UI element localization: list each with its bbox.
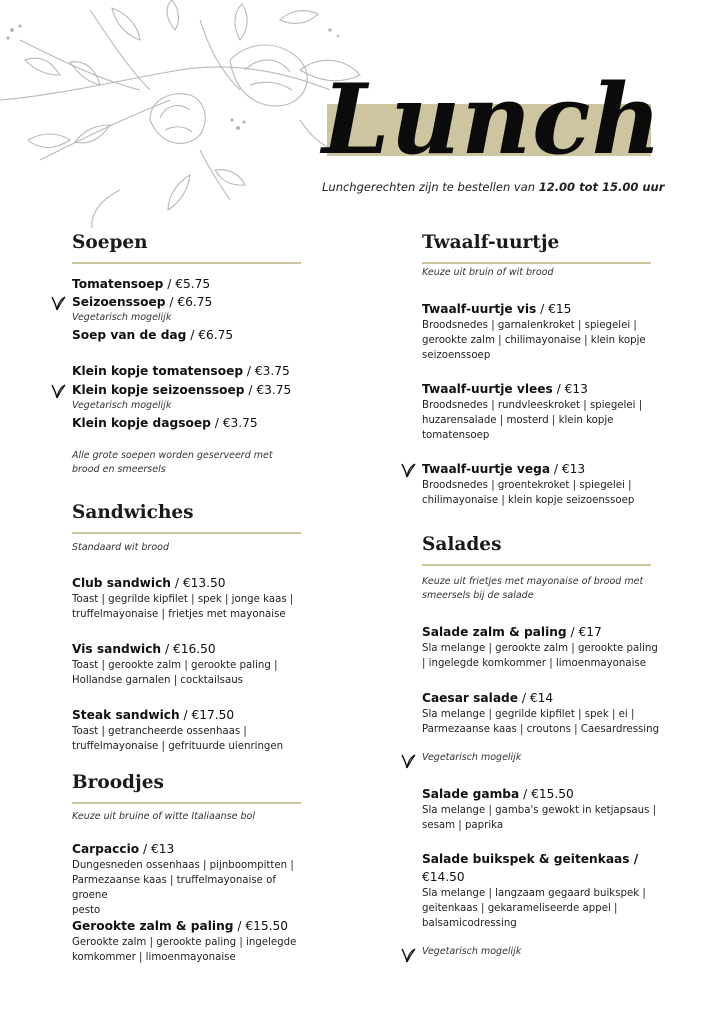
soepen-section [72,232,301,264]
page-title: Lunch [322,63,663,176]
menu-item-steak-sandwich: Steak sandwich / €17.50 Toast | getrancheerde ossenhaas | truffelmayonaise | gefrituurde uienringen [72,708,284,752]
leaf-icon [400,462,416,478]
menu-item-vis-sandwich: Vis sandwich / €16.50 Toast | gerookte zalm | gerookte paling | Hollandse garnalen | cocktailsaus [72,642,278,686]
broodjes-section [72,772,301,804]
menu-item-carpaccio: Carpaccio / €13 Dungesneden ossenhaas | pijnboompitten | Parmezaanse kaas | truffelmayonaise of groene pesto [72,842,294,916]
menu-item-klein-tomatensoep: Klein kopje tomatensoep / €3.75 [72,364,290,378]
vegetarian-note: Vegetarisch mogelijk [72,312,172,323]
twaalfuurtje-heading: Twaalf-uurtje [422,232,560,253]
leaf-icon [400,947,416,963]
salades-heading: Salades [422,534,502,555]
vegetarian-note: Vegetarisch mogelijk [72,400,172,411]
leaf-icon [400,753,416,769]
soepen-heading: Soepen [72,232,148,253]
sandwiches-heading: Sandwiches [72,502,194,523]
section-divider [72,532,301,534]
menu-item-salade-buikspek-geitenkaas: Salade buikspek & geitenkaas / €14.50 Sla melange | langzaam gegaard buikspek | geitenkaas | gekarameliseerde appel | balsamicodressing [422,852,646,929]
salades-section [422,534,651,566]
menu-item-club-sandwich: Club sandwich / €13.50 Toast | gegrilde kipfilet | spek | jonge kaas | truffelmayonaise | frietjes met mayonaise [72,576,294,620]
leaf-icon [50,295,66,311]
menu-item-soep-van-de-dag: Soep van de dag / €6.75 [72,328,234,342]
sandwiches-note: Standaard wit brood [72,542,169,553]
leaf-icon [50,383,66,399]
menu-item-twaalfuurtje-vlees: Twaalf-uurtje vlees / €13 Broodsnedes | rundvleeskroket | spiegelei | huzarensalade | mosterd | klein kopje tomatensoep [422,382,643,441]
broodjes-heading: Broodjes [72,772,164,793]
menu-item-tomatensoep: Tomatensoep / €5.75 [72,277,211,291]
section-divider [422,262,651,264]
vegetarian-note: Vegetarisch mogelijk [422,945,521,958]
menu-item-twaalfuurtje-vis: Twaalf-uurtje vis / €15 Broodsnedes | garnalenkroket | spiegelei | gerookte zalm | chilimayonaise | klein kopje seizoenssoep [422,302,646,361]
menu-item-caesar-salade: Caesar salade / €14 Sla melange | gegrilde kipfilet | spek | ei | Parmezaanse kaas | croutons | Caesardressing [422,691,660,735]
sandwiches-section [72,502,301,534]
menu-item-salade-zalm-paling: Salade zalm & paling / €17 Sla melange | gerookte zalm | gerookte paling | ingelegde komkommer | limoenmayonaise [422,625,658,669]
menu-item-twaalfuurtje-vega: Twaalf-uurtje vega / €13 Broodsnedes | groentekroket | spiegelei | chilimayonaise | klein kopje seizoenssoep [422,460,634,508]
soepen-footer-note: Alle grote soepen worden geserveerd met brood en smeersels [72,450,273,475]
section-divider [72,802,301,804]
twaalfuurtje-section [422,232,651,264]
menu-item-salade-gamba: Salade gamba / €15.50 Sla melange | gamba's gewokt in ketjapsaus | sesam | paprika [422,787,657,831]
twaalfuurtje-note: Keuze uit bruin of wit brood [422,267,554,278]
menu-item-gerookte-zalm-paling: Gerookte zalm & paling / €15.50 Gerookte zalm | gerookte paling | ingelegde komkommer | limoenmayonaise [72,919,297,963]
lunch-hours [322,180,665,194]
menu-item-seizoenssoep: Seizoenssoep / €6.75 [72,293,212,311]
menu-item-klein-seizoenssoep: Klein kopje seizoenssoep / €3.75 [72,381,291,399]
broodjes-note: Keuze uit bruine of witte Italiaanse bol [72,811,255,822]
section-divider [72,262,301,264]
section-divider [422,564,651,566]
vegetarian-note: Vegetarisch mogelijk [422,751,521,764]
lunch-hours-time: 12.00 tot 15.00 uur [538,180,665,194]
menu-item-klein-dagsoep: Klein kopje dagsoep / €3.75 [72,416,258,430]
lunch-hours-prefix: Lunchgerechten zijn te bestellen van [322,180,536,194]
salades-note: Keuze uit frietjes met mayonaise of brood met smeersels bij de salade [422,576,644,601]
